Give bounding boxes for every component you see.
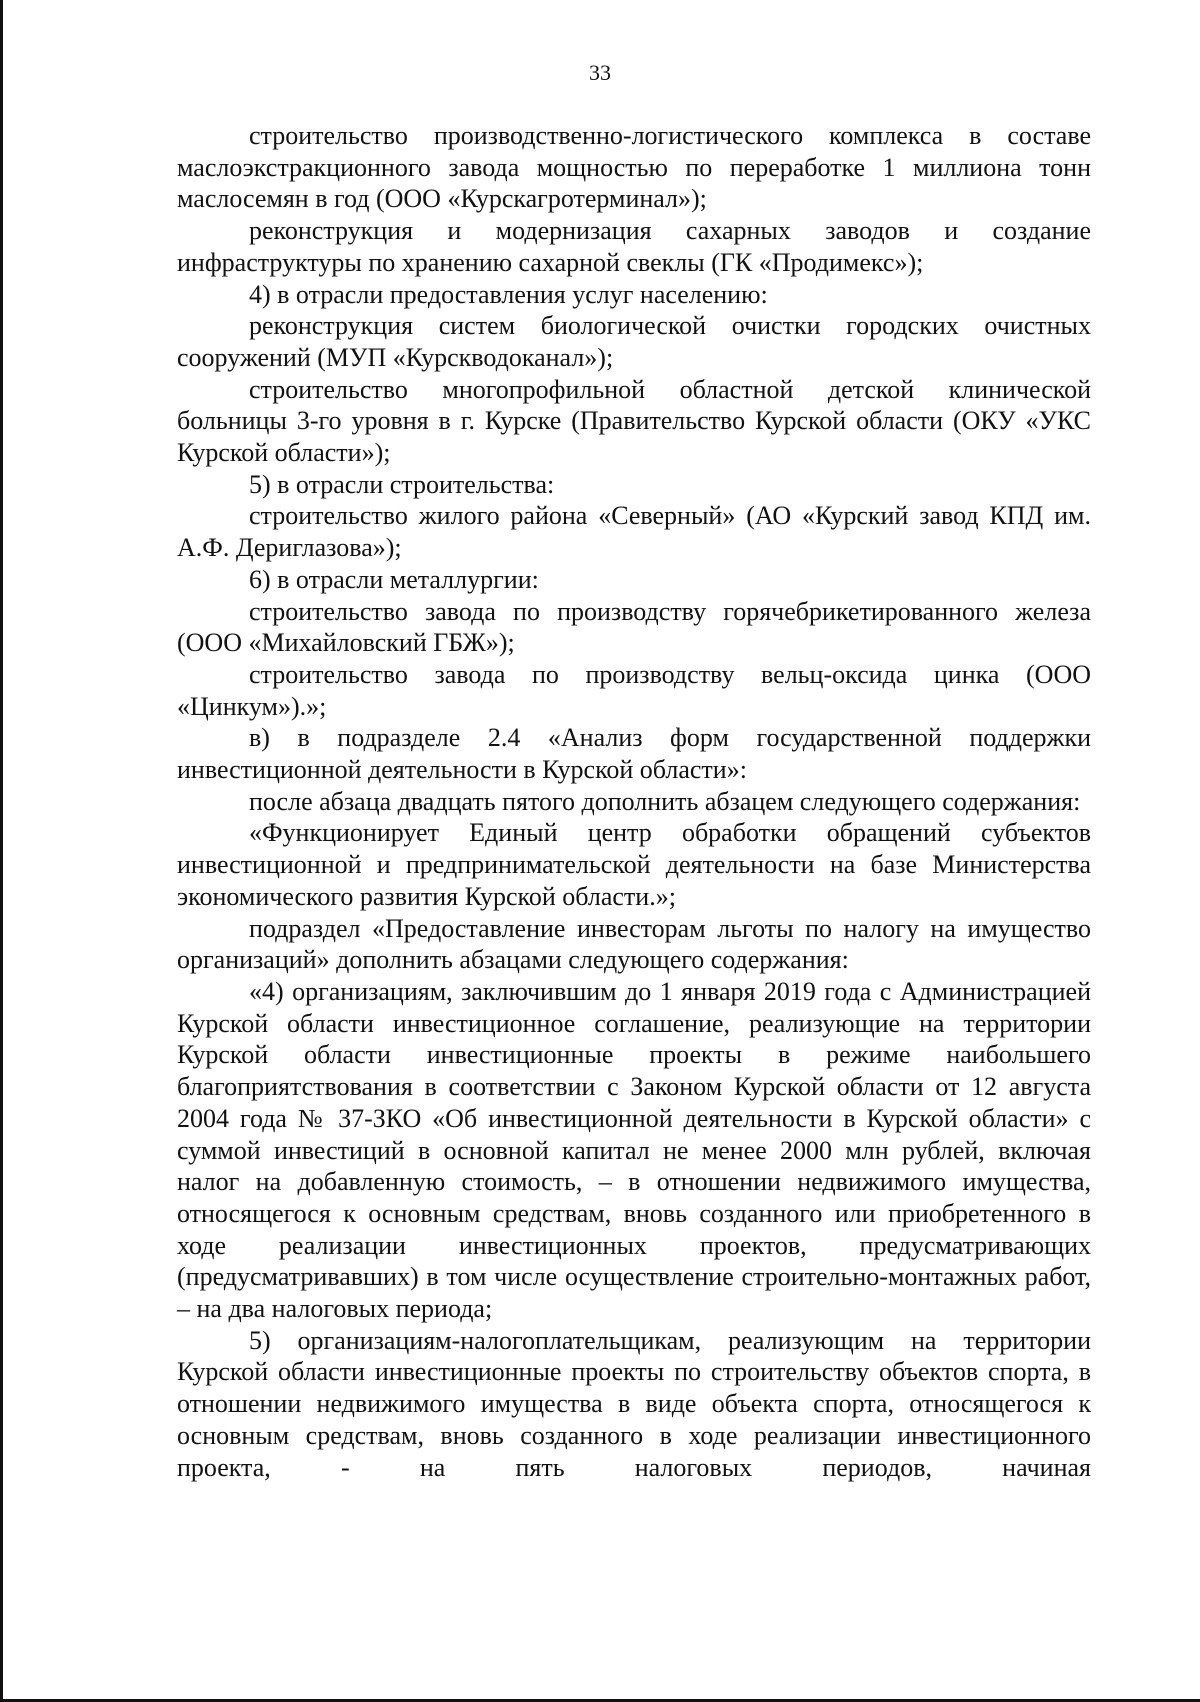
paragraph: строительство производственно-логистического комплекса в составе маслоэкстракционного завода мощностью по переработке 1 миллиона тонн маслосемян в год (ООО «Курскагротерминал»); — [177, 121, 1091, 214]
paragraph: подраздел «Предоставление инвесторам льготы по налогу на имущество организаций» дополнить абзацами следующего содержания: — [177, 913, 1091, 975]
document-body — [177, 120, 1091, 1483]
paragraph: 5) в отрасли строительства: — [249, 469, 555, 499]
paragraph: строительство завода по производству вельц-оксида цинка (ООО «Цинкум»).»; — [177, 659, 1091, 721]
scan-left-border — [0, 0, 3, 1702]
paragraph: 6) в отрасли металлургии: — [249, 564, 539, 594]
paragraph: строительство жилого района «Северный» (АО «Курский завод КПД им. А.Ф. Дериглазова»); — [177, 501, 1091, 563]
paragraph: «Функционирует Единый центр обработки обращений субъектов инвестиционной и предпринимательской деятельности на базе Министерства экономического развития Курской области.»; — [177, 818, 1091, 911]
paragraph: в) в подразделе 2.4 «Анализ форм государственной поддержки инвестиционной деятельности в Курской области»: — [177, 723, 1091, 785]
paragraph: строительство завода по производству горячебрикетированного железа (ООО «Михайловский ГБЖ»); — [177, 596, 1091, 658]
paragraph: 5) организациям-налогоплательщикам, реализующим на территории Курской области инвестиционные проекты по строительству объектов спорта, в отношении недвижимого имущества в виде объекта спорта, относящегося к основным средствам, вновь созданного в ходе реализации инвестиционного проекта, - на пять налоговых периодов, начиная — [177, 1325, 1091, 1482]
paragraph: «4) организациям, заключившим до 1 января 2019 года с Администрацией Курской области инвестиционное соглашение, реализующие на территории Курской области инвестиционные проекты в режиме наибольшего благоприятствования в соответствии с Законом Курской области от 12 августа 2004 года № 37-ЗКО «Об инвестиционной деятельности в Курской области» с суммой инвестиций в основной капитал не менее 2000 млн рублей, включая налог на добавленную стоимость, – в отношении недвижимого имущества, относящегося к основным средствам, вновь созданного или приобретенного в ходе реализации инвестиционных проектов, предусматривающих (предусматривавших) в том числе осуществление строительно-монтажных работ, – на два налоговых периода; — [177, 976, 1091, 1324]
paragraph: реконструкция систем биологической очистки городских очистных сооружений (МУП «Курскводоканал»); — [177, 311, 1091, 372]
paragraph: после абзаца двадцать пятого дополнить абзацем следующего содержания: — [249, 786, 1081, 816]
page-number: 33 — [589, 60, 611, 85]
paragraph: реконструкция и модернизация сахарных заводов и создание инфраструктуры по хранению сахарной свеклы (ГК «Продимекс»); — [177, 216, 1091, 277]
paragraph: 4) в отрасли предоставления услуг населению: — [249, 279, 768, 309]
paragraph: строительство многопрофильной областной детской клинической больницы 3-го уровня в г. Курске (Правительство Курской области (ОКУ «УКС Курской области»); — [177, 374, 1091, 468]
